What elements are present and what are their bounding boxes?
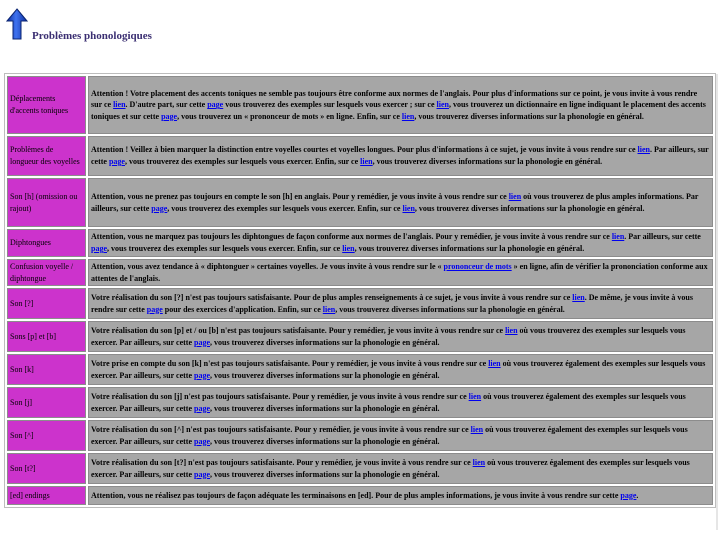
table-row xyxy=(7,453,713,484)
description-text: . Par ailleurs, sur cette xyxy=(624,232,701,242)
description-text: vous trouverez des exemples sur lesquels vous exercer ; sur ce xyxy=(223,100,437,110)
resource-link[interactable]: page xyxy=(620,490,637,500)
problem-description xyxy=(88,76,713,134)
problem-description xyxy=(88,354,713,385)
description-text: Attention, vous avez tendance à « diphtonguer » certaines voyelles. Je vous invite à vous rendre sur le « xyxy=(91,261,444,271)
description-text: où vous trouverez également des exemples sur lesquels vous exercer. Par ailleurs, sur cette xyxy=(91,424,688,446)
problem-label: Son [^] xyxy=(7,420,86,451)
resource-link[interactable]: lien xyxy=(342,244,355,253)
problem-description xyxy=(88,486,713,505)
description-text: , vous trouverez des exemples sur lesquels vous exercer. Enfin, sur ce xyxy=(124,157,361,166)
problem-description xyxy=(88,136,713,176)
description-text: , vous trouverez diverses informations sur la phonologie en général. xyxy=(210,337,440,347)
description-text: Votre réalisation du son [t?] n'est pas toujours satisfaisante. Pour y remédier, je vous invite à vous rendre sur ce xyxy=(91,457,473,467)
table-row xyxy=(7,229,713,257)
description-text: Votre réalisation du son [^] n'est pas toujours satisfaisante. Pour y remédier, je vous invite à vous rendre sur ce xyxy=(91,424,471,434)
description-text: où vous trouverez de plus amples informations. Par ailleurs, sur cette xyxy=(91,191,699,213)
resource-link[interactable]: page xyxy=(194,337,210,347)
description-text: où vous trouverez également des exemples sur lesquels vous exercer. Par ailleurs, sur cette xyxy=(91,358,706,380)
table-row xyxy=(7,288,713,319)
description-text: , vous trouverez un « prononceur de mots » en ligne. Enfin, sur ce xyxy=(177,111,402,121)
description-text: . De même, je vous invite à vous rendre sur cette xyxy=(91,292,693,314)
resource-link[interactable]: page xyxy=(146,304,163,314)
table-row xyxy=(7,136,713,176)
resource-link[interactable]: page xyxy=(194,370,210,380)
description-text: pour des exercices d'application. Enfin, sur ce xyxy=(162,304,323,314)
table-row xyxy=(7,259,713,286)
description-text: , vous trouverez diverses informations sur la phonologie en général. xyxy=(210,370,440,380)
description-text: Votre réalisation du son [?] n'est pas toujours satisfaisante. Pour de plus amples renseignements à ce sujet, je vous invite à vous rendre sur ce xyxy=(91,292,573,302)
problem-description xyxy=(88,453,713,484)
description-text: , vous trouverez diverses informations sur la phonologie en général. xyxy=(372,157,603,166)
description-text: , vous trouverez diverses informations sur la phonologie en général. xyxy=(210,469,440,479)
resource-link[interactable]: lien xyxy=(322,304,336,314)
problem-description xyxy=(88,420,713,451)
resource-link[interactable]: lien xyxy=(472,457,486,467)
problem-label: Son [k] xyxy=(7,354,86,385)
resource-link[interactable]: page xyxy=(194,469,210,479)
scroll-edge xyxy=(716,74,718,530)
description-text: , vous trouverez des exemples sur lesquels vous exercer. Enfin, sur ce xyxy=(167,203,403,213)
resource-link[interactable]: page xyxy=(151,203,168,213)
problem-description xyxy=(88,229,713,257)
problem-description xyxy=(88,387,713,418)
problem-label: Son [t?] xyxy=(7,453,86,484)
resource-link[interactable]: page xyxy=(161,111,178,121)
resource-link[interactable]: lien xyxy=(505,325,518,335)
problem-description xyxy=(88,321,713,352)
resource-link[interactable]: lien xyxy=(468,391,482,401)
description-text: , vous trouverez des exemples sur lesquels vous exercer. Enfin, sur ce xyxy=(107,244,343,253)
description-text: où vous trouverez également des exemples sur lesquels vous exercer. Par ailleurs, sur cette xyxy=(91,457,690,479)
table-row xyxy=(7,178,713,227)
description-text: , vous trouverez diverses informations sur la phonologie en général. xyxy=(210,403,440,413)
description-text: , vous trouverez diverses informations sur la phonologie en général. xyxy=(354,244,585,253)
problem-label: Son [?] xyxy=(7,288,86,319)
description-text: Attention, vous ne marquez pas toujours les diphtongues de façon conforme aux normes de l'anglais. Pour y remédier, je vous invite à vous rendre sur ce xyxy=(91,232,612,242)
description-text: Attention ! Votre placement des accents toniques ne semble pas toujours être conforme aux normes de l'anglais. Pour plus d'informations sur ce point, je vous invite à vous rendre sur ce xyxy=(91,88,698,110)
table-row xyxy=(7,420,713,451)
description-text: . Par ailleurs, sur cette xyxy=(91,145,709,166)
phonology-table xyxy=(4,73,716,508)
resource-link[interactable]: lien xyxy=(572,292,585,302)
problem-label: Problèmes de longueur des voyelles xyxy=(7,136,86,176)
resource-link[interactable]: lien xyxy=(436,100,449,110)
resource-link[interactable]: lien xyxy=(611,232,625,242)
table-row xyxy=(7,387,713,418)
resource-link[interactable]: prononceur de mots xyxy=(443,261,512,271)
resource-link[interactable]: lien xyxy=(488,358,501,368)
resource-link[interactable]: page xyxy=(91,244,107,253)
problem-description xyxy=(88,288,713,319)
resource-link[interactable]: lien xyxy=(637,145,650,155)
problem-description xyxy=(88,178,713,227)
resource-link[interactable]: page xyxy=(207,100,224,110)
description-text: , vous trouverez diverses informations sur la phonologie en général. xyxy=(414,203,645,213)
resource-link[interactable]: lien xyxy=(401,111,415,121)
description-text: » en ligne, afin de vérifier la prononciation conforme aux attentes de l'anglais. xyxy=(91,261,708,283)
description-text: où vous trouverez des exemples sur lesquels vous exercer. Par ailleurs, sur cette xyxy=(91,325,686,347)
description-text: Attention ! Veillez à bien marquer la distinction entre voyelles courtes et voyelles longues. Pour plus d'informations à ce sujet, je vous invite à vous rendre sur ce xyxy=(91,145,638,155)
problem-label: Déplacements d'accents toniques xyxy=(7,76,86,134)
problem-label: Sons [p] et [b] xyxy=(7,321,86,352)
table-row xyxy=(7,321,713,352)
table-row xyxy=(7,76,713,134)
description-text: , vous trouverez un dictionnaire en ligne indiquant le placement des accents toniques et sur cette xyxy=(91,100,706,121)
table-row xyxy=(7,486,713,505)
up-arrow-icon[interactable] xyxy=(6,8,28,40)
description-text: , vous trouverez diverses informations sur la phonologie en général. xyxy=(414,111,644,121)
description-text: Votre réalisation du son [p] et / ou [b] n'est pas toujours satisfaisante. Pour y remédier, je vous invite à vous rendre sur ce xyxy=(91,325,506,335)
problem-label: Son [j] xyxy=(7,387,86,418)
description-text: , vous trouverez diverses informations sur la phonologie en général. xyxy=(335,304,565,314)
description-text: Votre réalisation du son [j] n'est pas toujours satisfaisante. Pour y remédier, je vous invite à vous rendre sur ce xyxy=(91,391,469,401)
resource-link[interactable]: page xyxy=(108,157,125,166)
table-row xyxy=(7,354,713,385)
resource-link[interactable]: page xyxy=(194,436,210,446)
problem-label: Son [h] (omission ou rajout) xyxy=(7,178,86,227)
description-text: . D'autre part, sur cette xyxy=(125,100,208,110)
problem-label: Confusion voyelle / diphtongue xyxy=(7,259,86,286)
description-text: Votre prise en compte du son [k] n'est pas toujours satisfaisante. Pour y remédier, je vous invite à vous rendre sur ce xyxy=(91,358,489,368)
resource-link[interactable]: lien xyxy=(470,424,484,434)
page-title: Problèmes phonologiques xyxy=(32,30,152,42)
problem-label: Diphtongues xyxy=(7,229,86,257)
description-text: . xyxy=(636,490,639,500)
description-text: où vous trouverez également des exemples sur lesquels vous exercer. Par ailleurs, sur cette xyxy=(91,391,686,413)
problem-description xyxy=(88,259,713,286)
resource-link[interactable]: lien xyxy=(113,100,126,110)
resource-link[interactable]: lien xyxy=(508,191,522,201)
resource-link[interactable]: page xyxy=(194,403,210,413)
description-text: , vous trouverez diverses informations sur la phonologie en général. xyxy=(210,436,440,446)
description-text: Attention, vous ne prenez pas toujours en compte le son [h] en anglais. Pour y remédier, je vous invite à vous rendre sur ce xyxy=(91,191,509,201)
problem-label: [ed] endings xyxy=(7,486,86,505)
resource-link[interactable]: lien xyxy=(360,157,373,166)
resource-link[interactable]: lien xyxy=(402,203,415,213)
description-text: Attention, vous ne réalisez pas toujours de façon adéquate les terminaisons en [ed]. Pour de plus amples informations, je vous invite à vous rendre sur cette xyxy=(91,490,621,500)
